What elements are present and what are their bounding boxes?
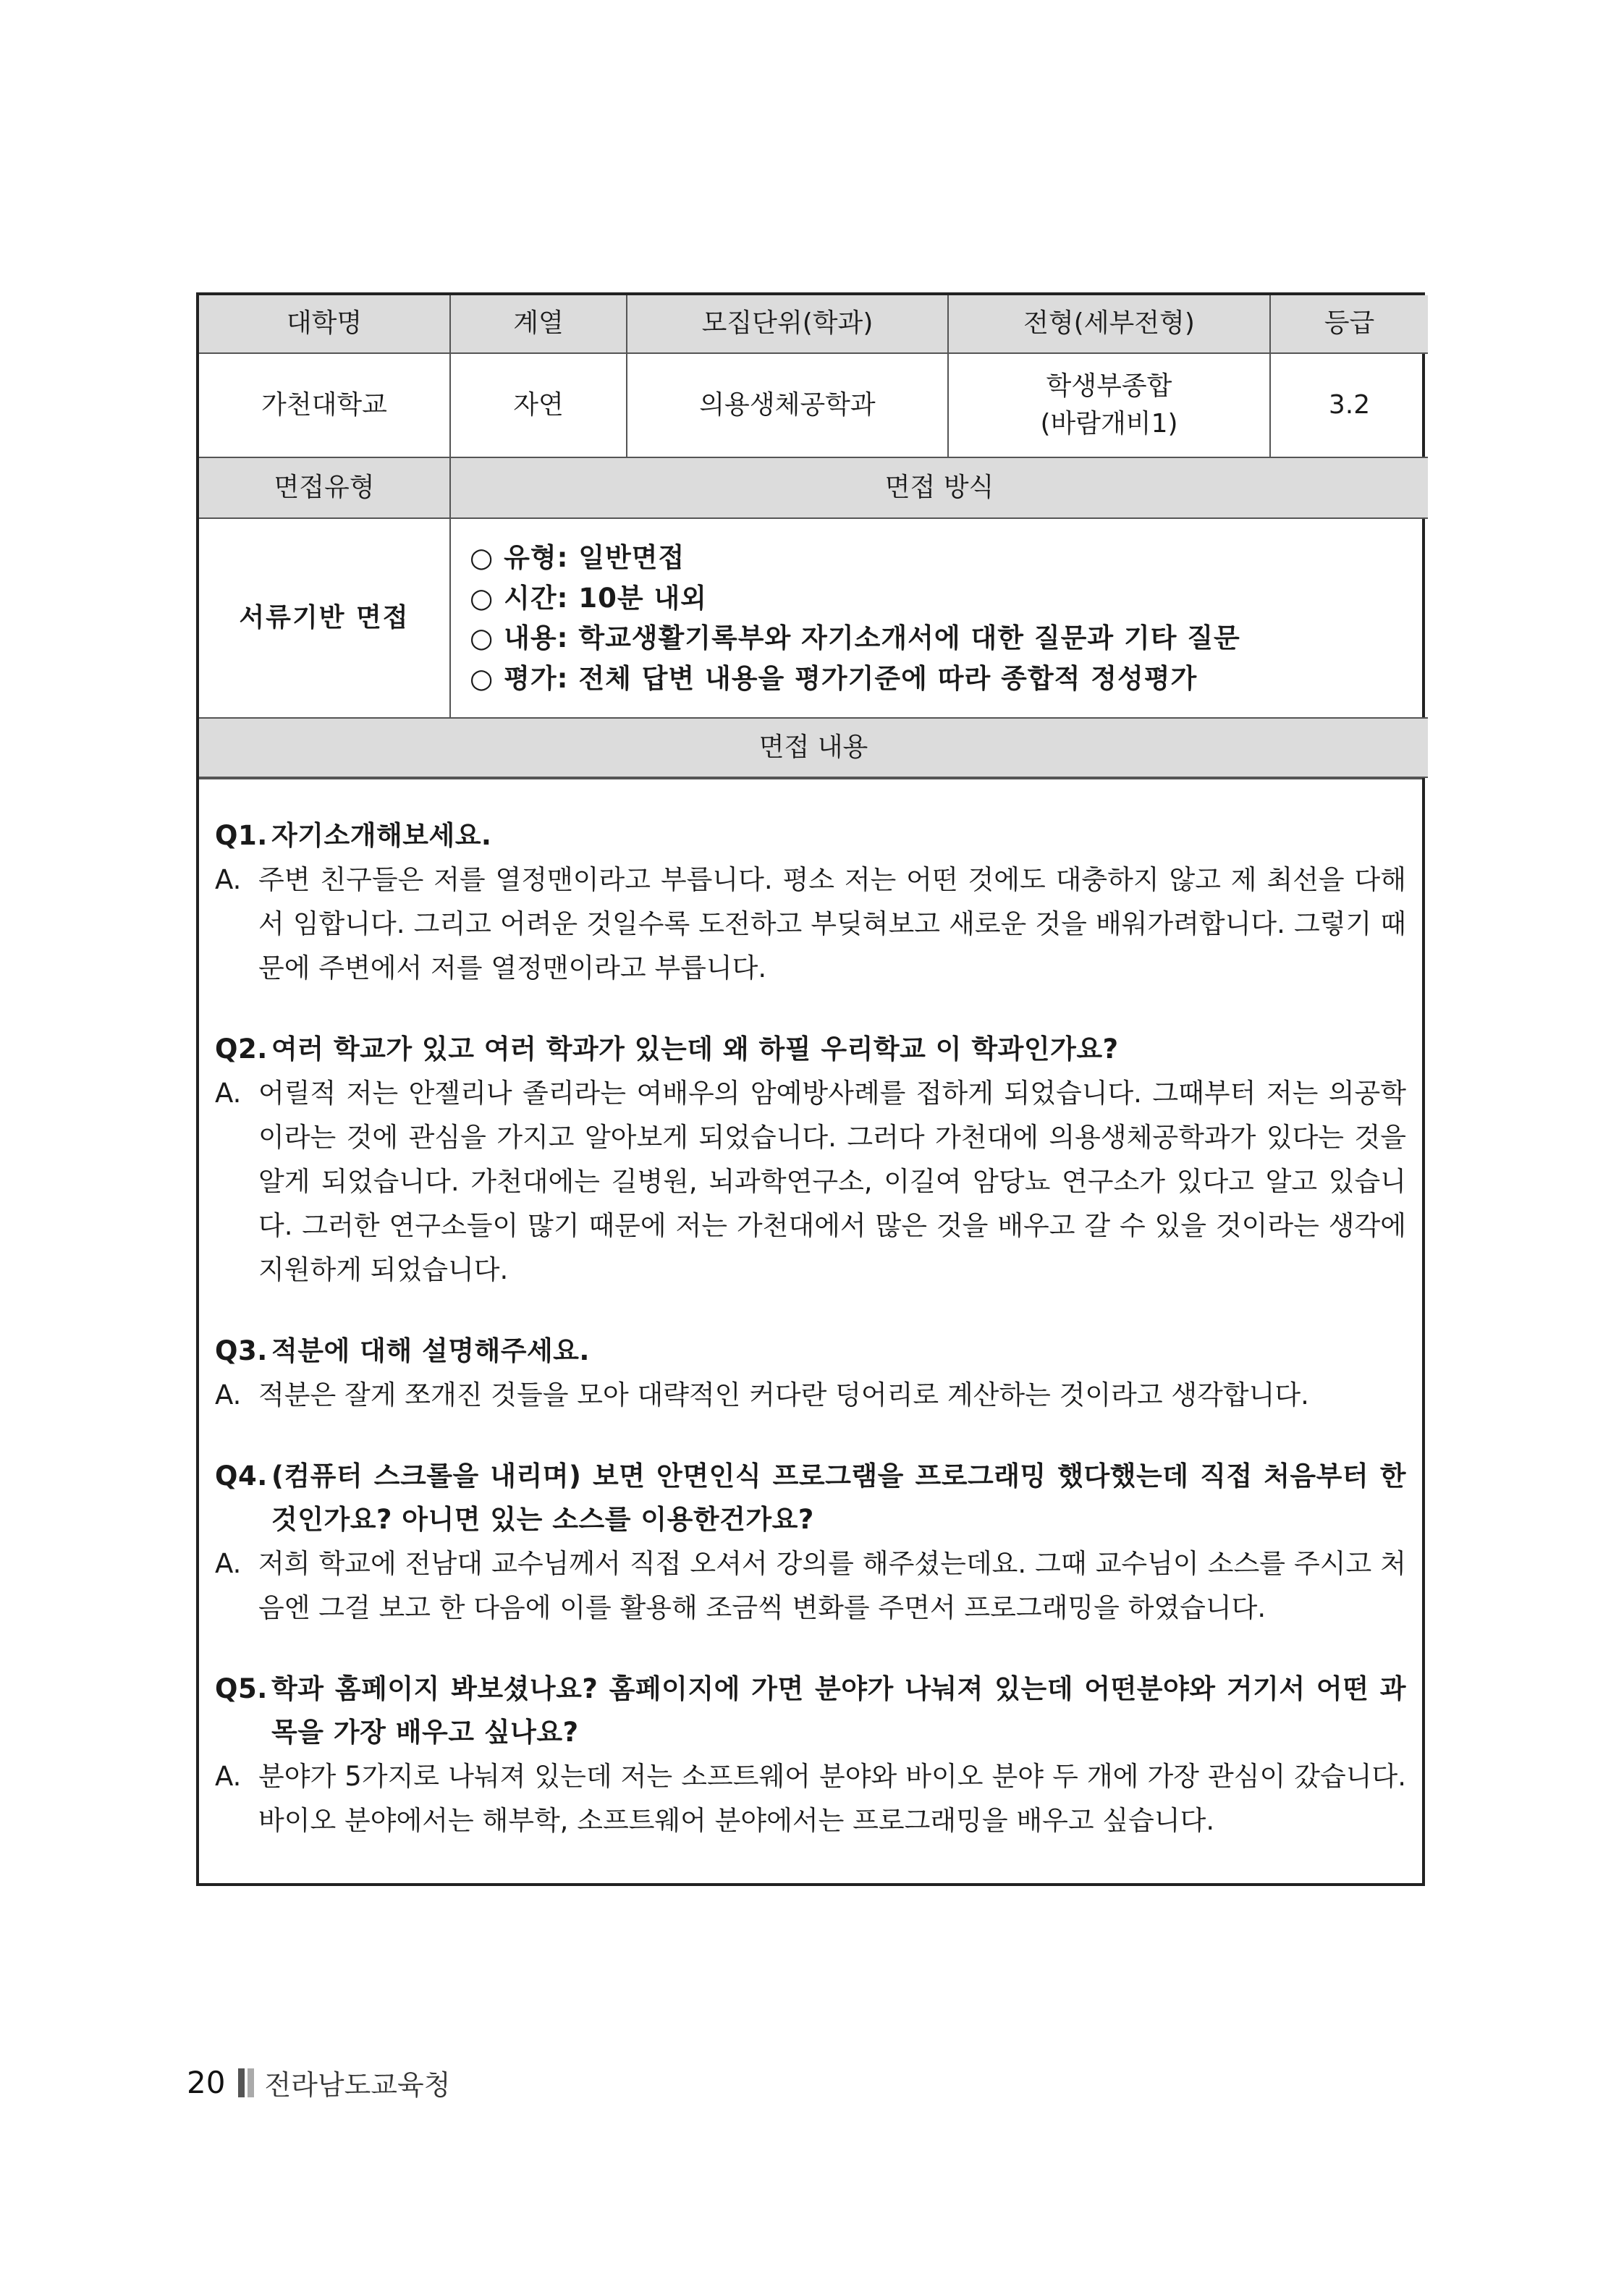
- answer-2-mark: A.: [215, 1078, 242, 1109]
- footer-bar-light: [248, 2068, 254, 2097]
- interview-method-row: [199, 518, 1428, 718]
- answer-1: [215, 858, 1406, 990]
- question-4-text: (컴퓨터 스크롤을 내리며) 보면 안면인식 프로그램을 프로그래밍 했다했는데 직접 처음부터 한 것인가요? 아니면 있는 소스를 이용한건가요?: [271, 1460, 1406, 1535]
- method-item-content: ○ 내용: 학교생활기록부와 자기소개서에 대한 질문과 기타 질문: [470, 622, 1240, 654]
- method-item-type: ○ 유형: 일반면접: [470, 542, 685, 573]
- header-department: 모집단위(학과): [627, 295, 948, 353]
- page-number: 20: [187, 2065, 226, 2100]
- interview-method-header: 면접 방식: [450, 457, 1428, 518]
- answer-5-mark: A.: [215, 1761, 242, 1792]
- answer-3-text: 적분은 잘게 쪼개진 것들을 모아 대략적인 커다란 덩어리로 계산하는 것이라고 생각합니다.: [258, 1379, 1309, 1411]
- grade-value: 3.2: [1270, 353, 1428, 457]
- info-table: [199, 295, 1428, 778]
- answer-5: [215, 1754, 1406, 1843]
- qa-item-5: [215, 1667, 1406, 1843]
- question-5-text: 학과 홈페이지 봐보셨나요? 홈페이지에 가면 분야가 나눠져 있는데 어떤분야와 거기서 어떤 과목을 가장 배우고 싶나요?: [271, 1673, 1406, 1748]
- question-2-text: 여러 학교가 있고 여러 학과가 있는데 왜 하필 우리학교 이 학과인가요?: [271, 1033, 1119, 1065]
- answer-5-text: 분야가 5가지로 나눠져 있는데 저는 소프트웨어 분야와 바이오 분야 두 개에 가장 관심이 갔습니다. 바이오 분야에서는 해부학, 소프트웨어 분야에서는 프로그래밍을 배우고 싶습니다.: [258, 1761, 1406, 1836]
- interview-type-value: 서류기반 면접: [199, 518, 450, 718]
- question-4: [215, 1455, 1406, 1542]
- qa-item-1: [215, 814, 1406, 990]
- answer-4: [215, 1542, 1406, 1630]
- answer-4-text: 저희 학교에 전남대 교수님께서 직접 오셔서 강의를 해주셨는데요. 그때 교수님이 소스를 주시고 처음엔 그걸 보고 한 다음에 이를 활용해 조금씩 변화를 주면서 프로그래밍을 하였습니다.: [258, 1548, 1406, 1623]
- interview-content-header: 면접 내용: [199, 718, 1428, 777]
- answer-2: [215, 1071, 1406, 1292]
- answer-4-mark: A.: [215, 1548, 242, 1579]
- field-value: 자연: [450, 353, 627, 457]
- admission-value: [948, 353, 1270, 457]
- info-value-row: [199, 353, 1428, 457]
- interview-type-header: 면접유형: [199, 457, 450, 518]
- question-2-mark: Q2.: [215, 1033, 268, 1065]
- interview-content: [199, 778, 1422, 1883]
- answer-1-mark: A.: [215, 864, 242, 895]
- footer-bar-icon: [238, 2068, 254, 2097]
- qa-item-4: [215, 1455, 1406, 1630]
- answer-1-text: 주변 친구들은 저를 열정맨이라고 부릅니다. 평소 저는 어떤 것에도 대충하지 않고 제 최선을 다해서 임합니다. 그리고 어려운 것일수록 도전하고 부딪혀보고 새로운 것을 배워가려합니다. 그렇기 때문에 주변에서 저를 열정맨이라고 부릅니다.: [258, 864, 1406, 984]
- university-name: 가천대학교: [199, 353, 450, 457]
- organization-name: 전라남도교육청: [264, 2069, 451, 2101]
- admission-line-1: 학생부종합: [1046, 371, 1172, 401]
- question-3-mark: Q3.: [215, 1335, 268, 1366]
- qa-item-2: [215, 1028, 1406, 1292]
- question-4-mark: Q4.: [215, 1460, 268, 1492]
- interview-method-list: [450, 518, 1428, 718]
- header-university: 대학명: [199, 295, 450, 353]
- department-value: 의용생체공학과: [627, 353, 948, 457]
- interview-record-sheet: [196, 292, 1425, 1886]
- question-3-text: 적분에 대해 설명해주세요.: [271, 1335, 590, 1366]
- question-3: [215, 1329, 1406, 1373]
- footer-bar-dark: [238, 2068, 245, 2097]
- question-1: [215, 814, 1406, 858]
- method-item-evaluation: ○ 평가: 전체 답변 내용을 평가기준에 따라 종합적 정성평가: [470, 662, 1198, 694]
- answer-3: [215, 1373, 1406, 1417]
- question-2: [215, 1028, 1406, 1071]
- content-header-row: [199, 718, 1428, 777]
- info-header-row: [199, 295, 1428, 353]
- interview-header-row: [199, 457, 1428, 518]
- header-admission: 전형(세부전형): [948, 295, 1270, 353]
- page-footer: [187, 2063, 450, 2102]
- qa-item-3: [215, 1329, 1406, 1417]
- header-field: 계열: [450, 295, 627, 353]
- answer-3-mark: A.: [215, 1379, 242, 1411]
- method-item-time: ○ 시간: 10분 내외: [470, 582, 707, 614]
- header-grade: 등급: [1270, 295, 1428, 353]
- admission-line-2: (바람개비1): [1040, 409, 1178, 439]
- question-1-text: 자기소개해보세요.: [271, 820, 492, 851]
- question-5: [215, 1667, 1406, 1754]
- question-5-mark: Q5.: [215, 1673, 268, 1704]
- answer-2-text: 어릴적 저는 안젤리나 졸리라는 여배우의 암예방사례를 접하게 되었습니다. 그때부터 저는 의공학이라는 것에 관심을 가지고 알아보게 되었습니다. 그러다 가천대에 의용생체공학과가 있다는 것을 알게 되었습니다. 가천대에는 길병원, 뇌과학연구소, 이길여 암당뇨 연구소가 있다고 알고 있습니다. 그러한 연구소들이 많기 때문에 저는 가천대에서 많은 것을 배우고 갈 수 있을 것이라는 생각에 지원하게 되었습니다.: [258, 1078, 1406, 1285]
- question-1-mark: Q1.: [215, 820, 268, 851]
